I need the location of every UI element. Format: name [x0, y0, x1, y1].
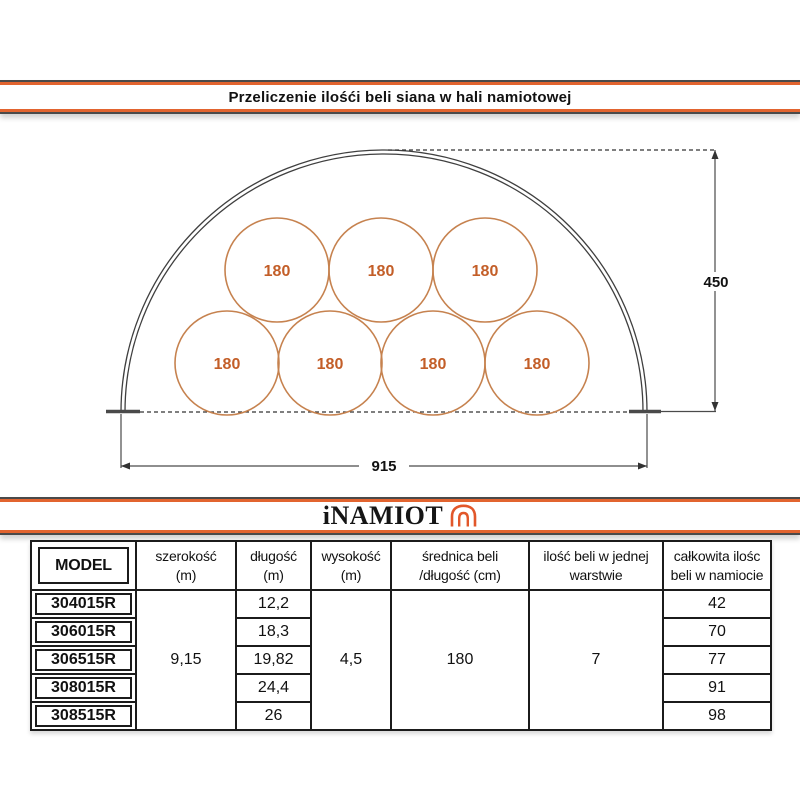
hay-bale — [485, 311, 589, 415]
height-dimension-label: 450 — [703, 274, 729, 291]
hay-bale — [329, 218, 433, 322]
arrowhead-up — [712, 150, 719, 159]
ground-line — [106, 412, 716, 413]
calkowita-cell: 42 — [663, 590, 771, 618]
srednica-merged-cell: 180 — [391, 590, 529, 730]
tent-icon-door — [459, 513, 468, 527]
logo-banner-inner — [0, 499, 800, 533]
tent-arch-inner-line — [125, 154, 643, 412]
title-banner — [0, 80, 800, 114]
model-value-box: 304015R — [35, 593, 132, 615]
arrowhead-down — [712, 402, 719, 411]
ilosc-warstwa-merged-cell: 7 — [529, 590, 663, 730]
brand-logo-text: iNAMIOT — [322, 501, 444, 530]
tent-arch — [121, 150, 647, 412]
header-line: ilość beli w jednej — [543, 547, 649, 564]
hay-bale — [225, 218, 329, 322]
hay-bale — [278, 311, 382, 415]
model-header-box: MODEL — [38, 547, 129, 584]
wysokosc-merged-cell: 4,5 — [311, 590, 391, 730]
model-value-box: 308515R — [35, 705, 132, 727]
dlugosc-cell: 19,82 — [236, 646, 311, 674]
col-header-szerokosc — [136, 541, 236, 590]
spec-table — [30, 540, 772, 731]
model-value-box: 308015R — [35, 677, 132, 699]
header-line: /długość (cm) — [419, 566, 501, 583]
width-dimension-label: 915 — [371, 458, 397, 475]
col-header-calkowita — [663, 541, 771, 590]
bale-diameter-label: 180 — [471, 263, 499, 280]
tent-logo-icon — [450, 504, 477, 528]
model-value-box: 306515R — [35, 649, 132, 671]
dlugosc-cell: 18,3 — [236, 618, 311, 646]
dlugosc-cell: 24,4 — [236, 674, 311, 702]
header-line: (m) — [175, 566, 197, 583]
width-dimension — [121, 414, 647, 475]
hay-bale — [175, 311, 279, 415]
header-line: (m) — [340, 566, 362, 583]
header-line: warstwie — [569, 566, 623, 583]
calkowita-cell: 77 — [663, 646, 771, 674]
model-value-box: 306015R — [35, 621, 132, 643]
header-line: beli w namiocie — [670, 566, 764, 583]
calkowita-cell: 70 — [663, 618, 771, 646]
dlugosc-cell: 26 — [236, 702, 311, 730]
header-line: szerokość — [155, 547, 217, 564]
page-title: Przeliczenie ilośći beli siana w hali namiotowej — [228, 88, 572, 106]
col-header-model — [31, 541, 136, 590]
arrowhead-right — [638, 463, 647, 470]
bale-diameter-label: 180 — [316, 356, 344, 373]
table-row — [31, 590, 771, 618]
col-header-wysokosc — [311, 541, 391, 590]
bale-diameter-label: 180 — [367, 263, 395, 280]
header-line: całkowita ilośc — [673, 547, 761, 564]
tent-arch-outer-line — [121, 150, 647, 412]
header-line: średnica beli — [422, 547, 498, 564]
hay-bales — [175, 218, 589, 415]
model-cell — [31, 646, 136, 674]
model-cell — [31, 590, 136, 618]
bale-diameter-label: 180 — [523, 356, 551, 373]
bale-diameter-label: 180 — [419, 356, 447, 373]
model-cell — [31, 702, 136, 730]
bale-diameter-label: 180 — [263, 263, 291, 280]
col-header-dlugosc — [236, 541, 311, 590]
col-header-srednica — [391, 541, 529, 590]
header-line: wysokość — [321, 547, 381, 564]
dlugosc-cell: 12,2 — [236, 590, 311, 618]
szerokosc-merged-cell: 9,15 — [136, 590, 236, 730]
calkowita-cell: 98 — [663, 702, 771, 730]
logo-banner — [0, 497, 800, 535]
bale-diameter-label: 180 — [213, 356, 241, 373]
calkowita-cell: 91 — [663, 674, 771, 702]
title-banner-inner — [0, 82, 800, 112]
hay-bale — [381, 311, 485, 415]
spec-table-wrap — [30, 540, 772, 731]
header-line: (m) — [263, 566, 284, 583]
header-line: długość — [250, 547, 297, 564]
model-cell — [31, 674, 136, 702]
hay-bale — [433, 218, 537, 322]
tent-icon-outer — [452, 506, 475, 527]
table-header-row — [31, 541, 771, 590]
arrowhead-left — [121, 463, 130, 470]
model-cell — [31, 618, 136, 646]
col-header-ilosc-warstwa — [529, 541, 663, 590]
